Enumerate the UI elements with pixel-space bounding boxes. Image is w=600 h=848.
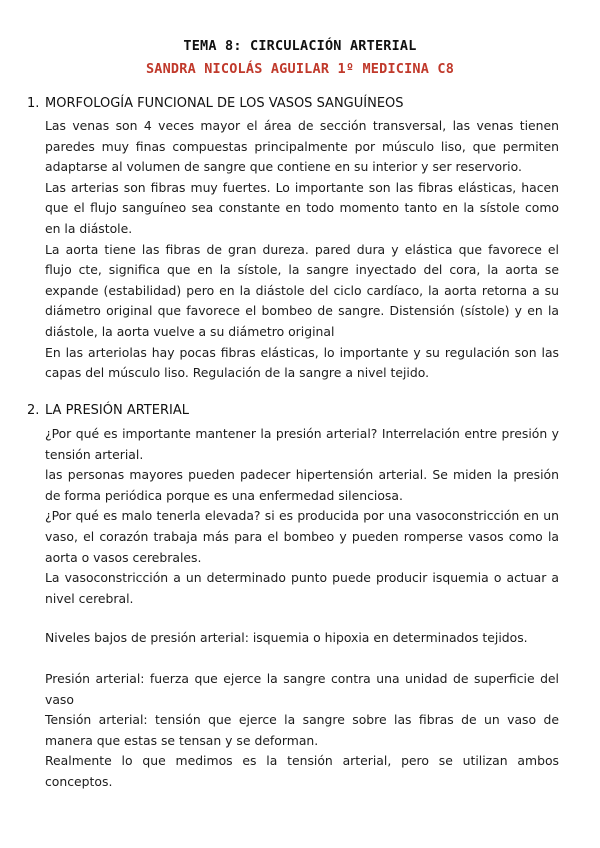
note-paragraph: Niveles bajos de presión arterial: isquemia o hipoxia en determinados tejidos.: [45, 630, 528, 645]
paragraph: La aorta tiene las fibras de gran dureza. pared dura y elástica que favorece el flujo cte, significa que en la sístole, la sangre inyectado del cora, la aorta se expande (estabilidad) pero en la diástole del ciclo cardíaco, la aorta retorna a su diámetro original que favorece el bombeo de sangre. Distensión (sístole) y en la diástole, la aorta vuelve a su diámetro original: [45, 241, 559, 339]
section-1-body: [45, 116, 559, 384]
paragraph: Las venas son 4 veces mayor el área de sección transversal, las venas tienen paredes muy finas compuestas principalmente por músculo liso, que permiten adaptarse al volumen de sangre que contiene en su interior y ser reservorio.: [45, 118, 559, 175]
section-1-title: MORFOLOGÍA FUNCIONAL DE LOS VASOS SANGUÍNEOS: [45, 96, 404, 111]
section-2-note: [45, 628, 559, 649]
definition-paragraph: Presión arterial: fuerza que ejerce la sangre contra una unidad de superficie del vaso: [45, 671, 559, 707]
definition-paragraph: Tensión arterial: tensión que ejerce la sangre sobre las fibras de un vaso de manera que estas se tensan y se deforman.: [45, 712, 559, 748]
section-2-title: LA PRESIÓN ARTERIAL: [45, 403, 189, 418]
section-1-heading: [27, 96, 404, 111]
section-2-heading: [27, 403, 189, 418]
section-2-number: 2.: [27, 403, 40, 418]
paragraph: las personas mayores pueden padecer hipertensión arterial. Se miden la presión de forma periódica porque es una enfermedad silenciosa.: [45, 467, 559, 503]
paragraph: Las arterias son fibras muy fuertes. Lo importante son las fibras elásticas, hacen que el flujo sanguíneo sea constante en todo momento tanto en la sístole como en la diástole.: [45, 179, 559, 236]
document-author: SANDRA NICOLÁS AGUILAR 1º MEDICINA C8: [145, 61, 455, 77]
paragraph: ¿Por qué es importante mantener la presión arterial? Interrelación entre presión y tensión arterial.: [45, 426, 559, 462]
section-2-body: [45, 424, 559, 609]
section-1-number: 1.: [27, 96, 40, 111]
paragraph: La vasoconstricción a un determinado punto puede producir isquemia o actuar a nivel cerebral.: [45, 570, 559, 606]
paragraph: ¿Por qué es malo tenerla elevada? si es producida por una vasoconstricción en un vaso, el corazón trabaja más para el bombeo y pueden romperse vasos como la aorta o vasos cerebrales.: [45, 508, 559, 565]
definition-paragraph: Realmente lo que medimos es la tensión arterial, pero se utilizan ambos conceptos.: [45, 753, 559, 789]
paragraph: En las arteriolas hay pocas fibras elásticas, lo importante y su regulación son las capas del músculo liso. Regulación de la sangre a nivel tejido.: [45, 344, 559, 381]
document-title: TEMA 8: CIRCULACIÓN ARTERIAL: [183, 38, 417, 54]
section-2-definitions: [45, 669, 559, 793]
